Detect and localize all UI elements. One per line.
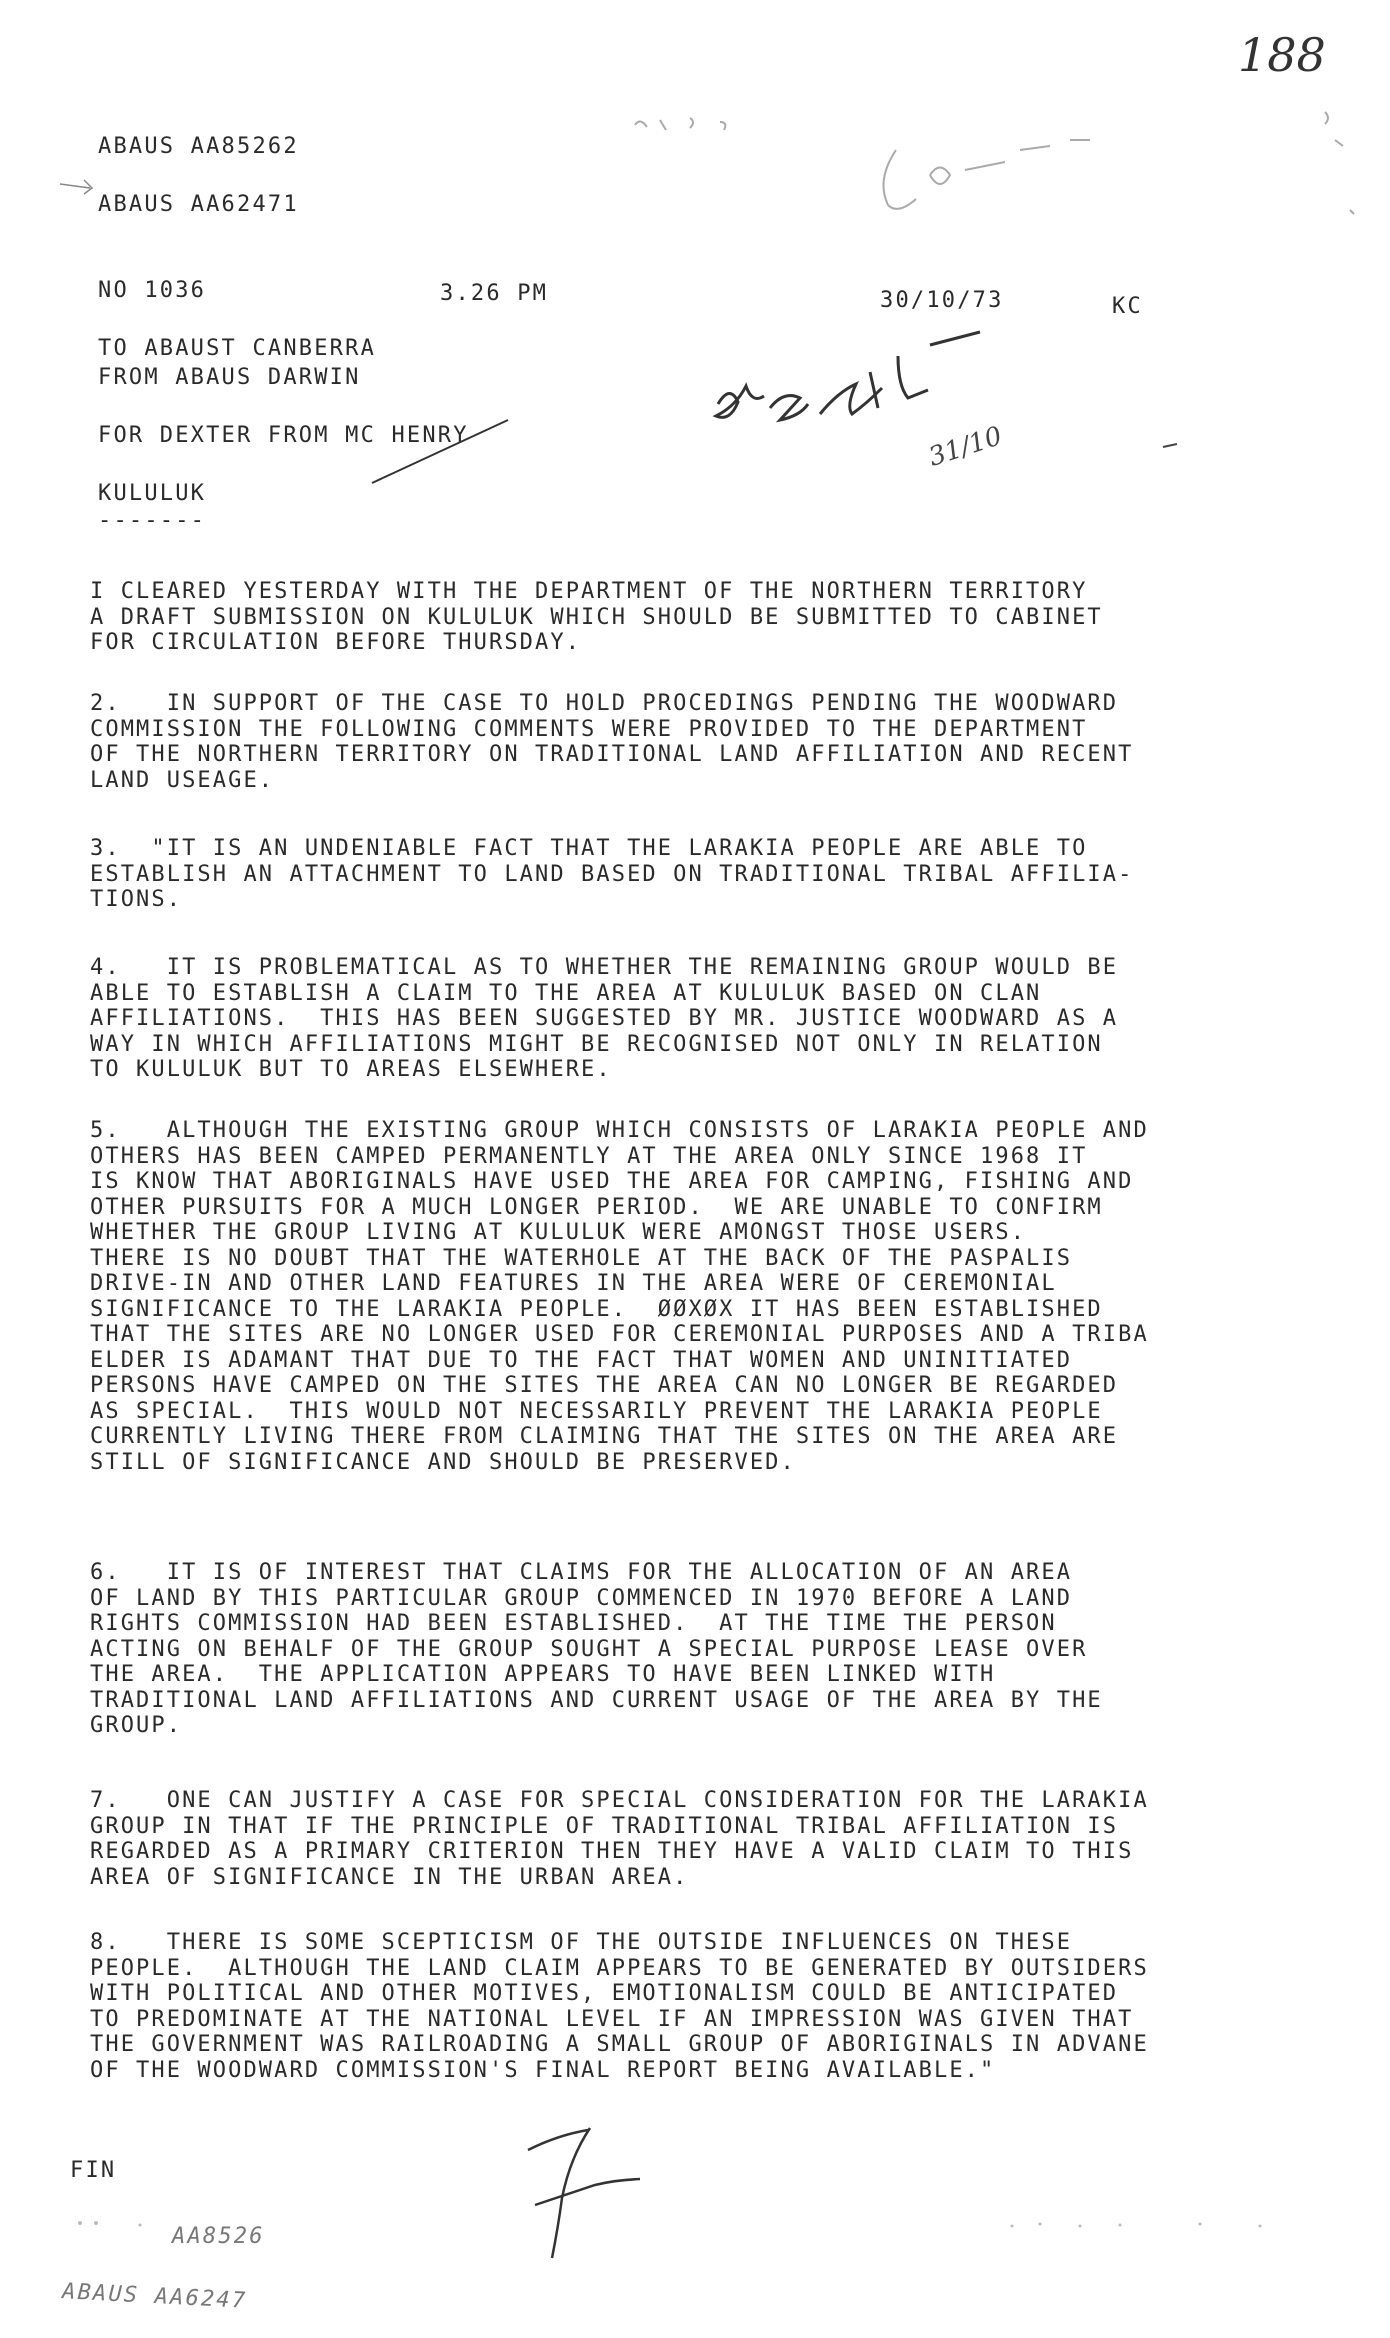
handwritten-page-number: 188 [1238, 28, 1326, 82]
paragraph-2: 2. IN SUPPORT OF THE CASE TO HOLD PROCEDINGS PENDING THE WOODWARD COMMISSION THE FOLLOWING COMMENTS WERE PROVIDED TO THE DEPARTMENT OF THE NORTHERN TERRITORY ON TRADITIONAL LAND AFFILIATION AND RECENT LAND USEAGE. [90, 691, 1134, 793]
header-ref-1: ABAUS AA85262 [98, 134, 299, 159]
subject-line: KULULUK [98, 481, 207, 506]
paragraph-8: 8. THERE IS SOME SCEPTICISM OF THE OUTSIDE INFLUENCES ON THESE PEOPLE. ALTHOUGH THE LAND CLAIM APPEARS TO BE GENERATED BY OUTSIDERS WITH POLITICAL AND OTHER MOTIVES, EMOTIONALISM COULD BE ANTICIPATED TO PREDOMINATE AT THE NATIONAL LEVEL IF AN IMPRESSION WAS GIVEN THAT THE GOVERNMENT WAS RAILROADING A SMALL GROUP OF ABORIGINALS IN ADVANE OF THE WOODWARD COMMISSION'S FINAL REPORT BEING AVAILABLE." [90, 1930, 1149, 2083]
paragraph-6: 6. IT IS OF INTEREST THAT CLAIMS FOR THE ALLOCATION OF AN AREA OF LAND BY THIS PARTICULAR GROUP COMMENCED IN 1970 BEFORE A LAND RIGHTS COMMISSION HAD BEEN ESTABLISHED. AT THE TIME THE PERSON ACTING ON BEHALF OF THE GROUP SOUGHT A SPECIAL PURPOSE LEASE OVER THE AREA. THE APPLICATION APPEARS TO HAVE BEEN LINKED WITH TRADITIONAL LAND AFFILIATIONS AND CURRENT USAGE OF THE AREA BY THE GROUP. [90, 1560, 1103, 1738]
fin-marker: FIN [70, 2158, 117, 2183]
message-time: 3.26 PM [440, 281, 549, 306]
subject-underline: ------- [98, 508, 207, 533]
message-date: 30/10/73 [880, 288, 1004, 313]
operator-initials: KC [1112, 294, 1143, 319]
paragraph-4: 4. IT IS PROBLEMATICAL AS TO WHETHER THE REMAINING GROUP WOULD BE ABLE TO ESTABLISH A CLAIM TO THE AREA AT KULULUK BASED ON CLAN AFFILIATIONS. THIS HAS BEEN SUGGESTED BY MR. JUSTICE WOODWARD AS A WAY IN WHICH AFFILIATIONS MIGHT BE RECOGNISED NOT ONLY IN RELATION TO KULULUK BUT TO AREAS ELSEWHERE. [90, 955, 1119, 1082]
message-number: NO 1036 [98, 278, 207, 303]
for-line: FOR DEXTER FROM MC HENRY [98, 423, 469, 448]
margin-dash [1163, 444, 1177, 447]
bottom-signature [528, 2128, 640, 2258]
header-ref-2: ABAUS AA62471 [98, 192, 299, 217]
arrow-mark [60, 180, 92, 194]
initials-signature [716, 332, 980, 420]
from-line: FROM ABAUS DARWIN [98, 365, 361, 390]
footer-ref-1: AA8526 [172, 2224, 265, 2249]
paragraph-3: 3. "IT IS AN UNDENIABLE FACT THAT THE LARAKIA PEOPLE ARE ABLE TO ESTABLISH AN ATTACHMENT TO LAND BASED ON TRADITIONAL TRIBAL AFFILIA- TIONS. [90, 836, 1134, 912]
paragraph-5: 5. ALTHOUGH THE EXISTING GROUP WHICH CONSISTS OF LARAKIA PEOPLE AND OTHERS HAS BEEN CAMPED PERMANENTLY AT THE AREA ONLY SINCE 1968 IT IS KNOW THAT ABORIGINALS HAVE USED THE AREA FOR CAMPING, FISHING AND OTHER PURSUITS FOR A MUCH LONGER PERIOD. WE ARE UNABLE TO CONFIRM WHETHER THE GROUP LIVING AT KULULUK WERE AMONGST THOSE USERS. THERE IS NO DOUBT THAT THE WATERHOLE AT THE BACK OF THE PASPALIS DRIVE-IN AND OTHER LAND FEATURES IN THE AREA WERE OF CEREMONIAL SIGNIFICANCE TO THE LARAKIA PEOPLE. ØØXØX IT HAS BEEN ESTABLISHED THAT THE SITES ARE NO LONGER USED FOR CEREMONIAL PURPOSES AND A TRIBA ELDER IS ADAMANT THAT DUE TO THE FACT THAT WOMEN AND UNINITIATED PERSONS HAVE CAMPED ON THE SITES THE AREA CAN NO LONGER BE REGARDED AS SPECIAL. THIS WOULD NOT NECESSARILY PREVENT THE LARAKIA PEOPLE CURRENTLY LIVING THERE FROM CLAIMING THAT THE SITES ON THE AREA ARE STILL OF SIGNIFICANCE AND SHOULD BE PRESERVED. [90, 1118, 1149, 1475]
paragraph-7: 7. ONE CAN JUSTIFY A CASE FOR SPECIAL CONSIDERATION FOR THE LARAKIA GROUP IN THAT IF THE PRINCIPLE OF TRADITIONAL TRIBAL AFFILIATION IS REGARDED AS A PRIMARY CRITERION THEN THEY HAVE A VALID CLAIM TO THIS AREA OF SIGNIFICANCE IN THE URBAN AREA. [90, 1788, 1149, 1890]
footer-ref-2: ABAUS AA6247 [61, 2279, 248, 2314]
faint-stamp-scribble [635, 112, 1354, 214]
to-line: TO ABAUST CANBERRA [98, 336, 377, 361]
faint-dots [78, 2221, 1262, 2228]
paragraph-1: I CLEARED YESTERDAY WITH THE DEPARTMENT OF THE NORTHERN TERRITORY A DRAFT SUBMISSION ON KULULUK WHICH SHOULD BE SUBMITTED TO CABINET FOR CIRCULATION BEFORE THURSDAY. [90, 579, 1103, 655]
strike-mark [372, 420, 508, 483]
handwritten-date: 31/10 [925, 421, 1006, 473]
